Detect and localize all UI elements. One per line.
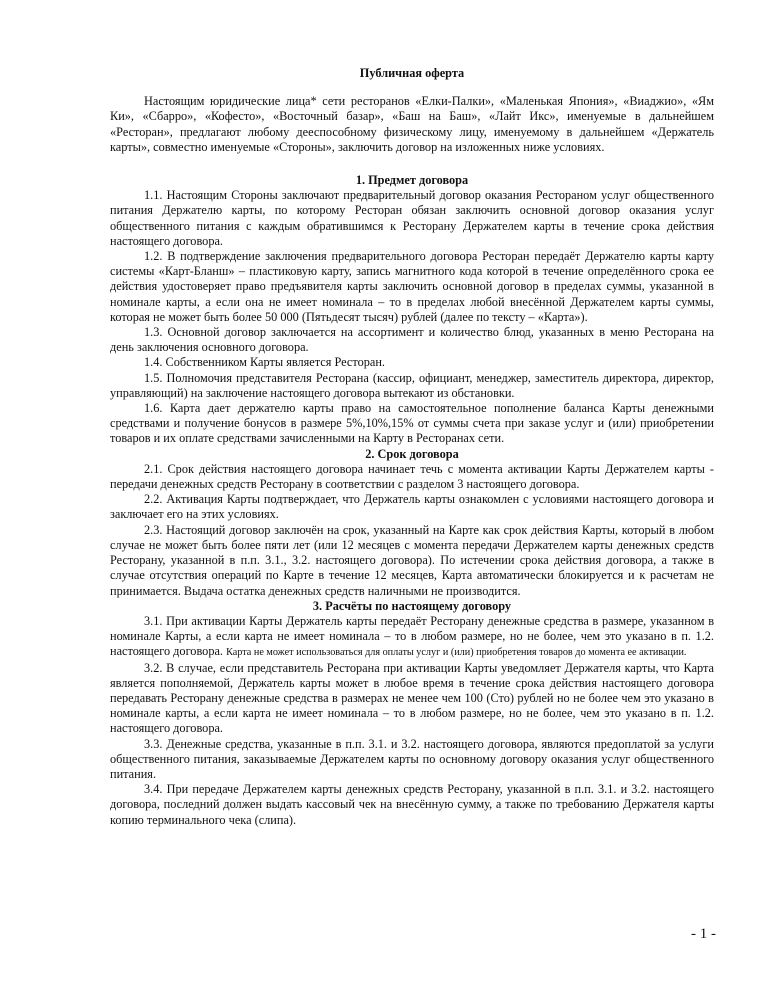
paragraph-2-1: 2.1. Срок действия настоящего договора начинает течь с момента активации Карты Держателем карты - передачи денежных средств Ресторану в соответствии с разделом 3 настоящего договора. (110, 461, 714, 492)
paragraph-3-1 (110, 614, 714, 661)
paragraph-3-2: 3.2. В случае, если представитель Ресторана при активации Карты уведомляет Держателя карты, что Карта является пополняемой, Держатель карты может в любое время в течение срока действия настоящего договора передавать Ресторану денежные средства в размерах не менее чем 100 (Сто) рублей но не более чем это указано в номинале карты, а если карта не имеет номинала – то в любом размере, но не более, чем это указано в п. 1.2. настоящего договора. (110, 660, 714, 736)
paragraph-2-2: 2.2. Активация Карты подтверждает, что Держатель карты ознакомлен с условиями настоящего договора и заключает его на этих условиях. (110, 492, 714, 522)
paragraph-3-1-main: 3.1. При активации Карты Держатель карты передаёт Ресторану денежные средства в размере, указанном в номинале Карты, а если карта не имеет номинала – то в любом размере, но не более, чем это указано в п. 1.2. настоящего договора. (110, 613, 714, 659)
paragraph-3-3: 3.3. Денежные средства, указанные в п.п. 3.1. и 3.2. настоящего договора, являются предоплатой за услуги общественного питания, заказываемые Держателем карты по основному договору оказания услуг общественного питания. (110, 736, 714, 781)
paragraph-1-4: 1.4. Собственником Карты является Ресторан. (144, 355, 385, 370)
section-2-heading: 2. Срок договора (365, 446, 459, 461)
page-number: - 1 - (691, 926, 716, 942)
paragraph-3-1-small-note: Карта не может использоваться для оплаты услуг и (или) приобретения товаров до момента ее активации. (226, 647, 687, 659)
paragraph-2-3: 2.3. Настоящий договор заключён на срок, указанный на Карте как срок действия Карты, который в любом случае не может быть более пяти лет (или 12 месяцев с момента передачи Держателем карты денежных средств Ресторану, указанной в п.п. 3.1., 3.2. настоящего договора). По истечении срока действия договора, а также в случае отсутствия операций по Карте в течение 12 месяцев, Карта автоматически блокируется и к расчетам не принимается. Выдача остатка денежных средств наличными не производится. (110, 522, 714, 598)
paragraph-1-1: 1.1. Настоящим Стороны заключают предварительный договор оказания Рестораном услуг общественного питания Держателю карты, по которому Ресторан обязан заключить основной договор оказания услуг общественного питания с каждым обратившимся к Ресторану Держателем карты в течение срока действия настоящего договора. (110, 188, 714, 248)
section-3-heading: 3. Расчёты по настоящему договору (312, 598, 512, 613)
paragraph-1-3: 1.3. Основной договор заключается на ассортимент и количество блюд, указанных в меню Ресторана на день заключения основного договора. (110, 325, 714, 355)
document-title: Публичная оферта (359, 66, 465, 80)
paragraph-3-4: 3.4. При передаче Держателем карты денежных средств Ресторану, указанной в п.п. 3.1. и 3.2. настоящего договора, последний должен выдать кассовый чек на внесённую сумму, а также по требованию Держателя карты копию терминального чека (слипа). (110, 782, 714, 827)
section-1-heading: 1. Предмет договора (355, 173, 469, 188)
paragraph-1-6: 1.6. Карта дает держателю карты право на самостоятельное пополнение баланса Карты денежными средствами и получение бонусов в размере 5%,10%,15% от суммы счета при заказе услуг и (или) приобретении товаров и их оплате средствами зачисленными на Карту в Ресторанах сети. (110, 401, 714, 446)
intro-paragraph: Настоящим юридические лица* сети ресторанов «Елки-Палки», «Маленькая Япония», «Виаджио», «Ям Ки», «Сбарро», «Кофесто», «Восточный базар», «Баш на Баш», «Лайт Икс», именуемые в дальнейшем «Ресторан», предлагают любому дееспособному физическому лицу, именуемому в дальнейшем «Держатель карты», совместно именуемые «Стороны», заключить договор на изложенных ниже условиях. (110, 94, 714, 154)
paragraph-1-5: 1.5. Полномочия представителя Ресторана (кассир, официант, менеджер, заместитель директора, директор, управляющий) на заключение настоящего договора вытекают из обстановки. (110, 370, 714, 400)
paragraph-1-2: 1.2. В подтверждение заключения предварительного договора Ресторан передаёт Держателю карты карту системы «Карт-Бланш» – пластиковую карту, запись магнитного кода которой в течение определённого срока ее действия удостоверяет право предъявителя карты заключить основной договор в пределах суммы, указанной в номинале карты, а если она не имеет номинала – то в пределах любой внесённой Держателем карты суммы, которая не может быть более 50 000 (Пятьдесят тысяч) рублей (далее по тексту – «Карта»). (110, 249, 714, 324)
document-page (110, 66, 714, 828)
